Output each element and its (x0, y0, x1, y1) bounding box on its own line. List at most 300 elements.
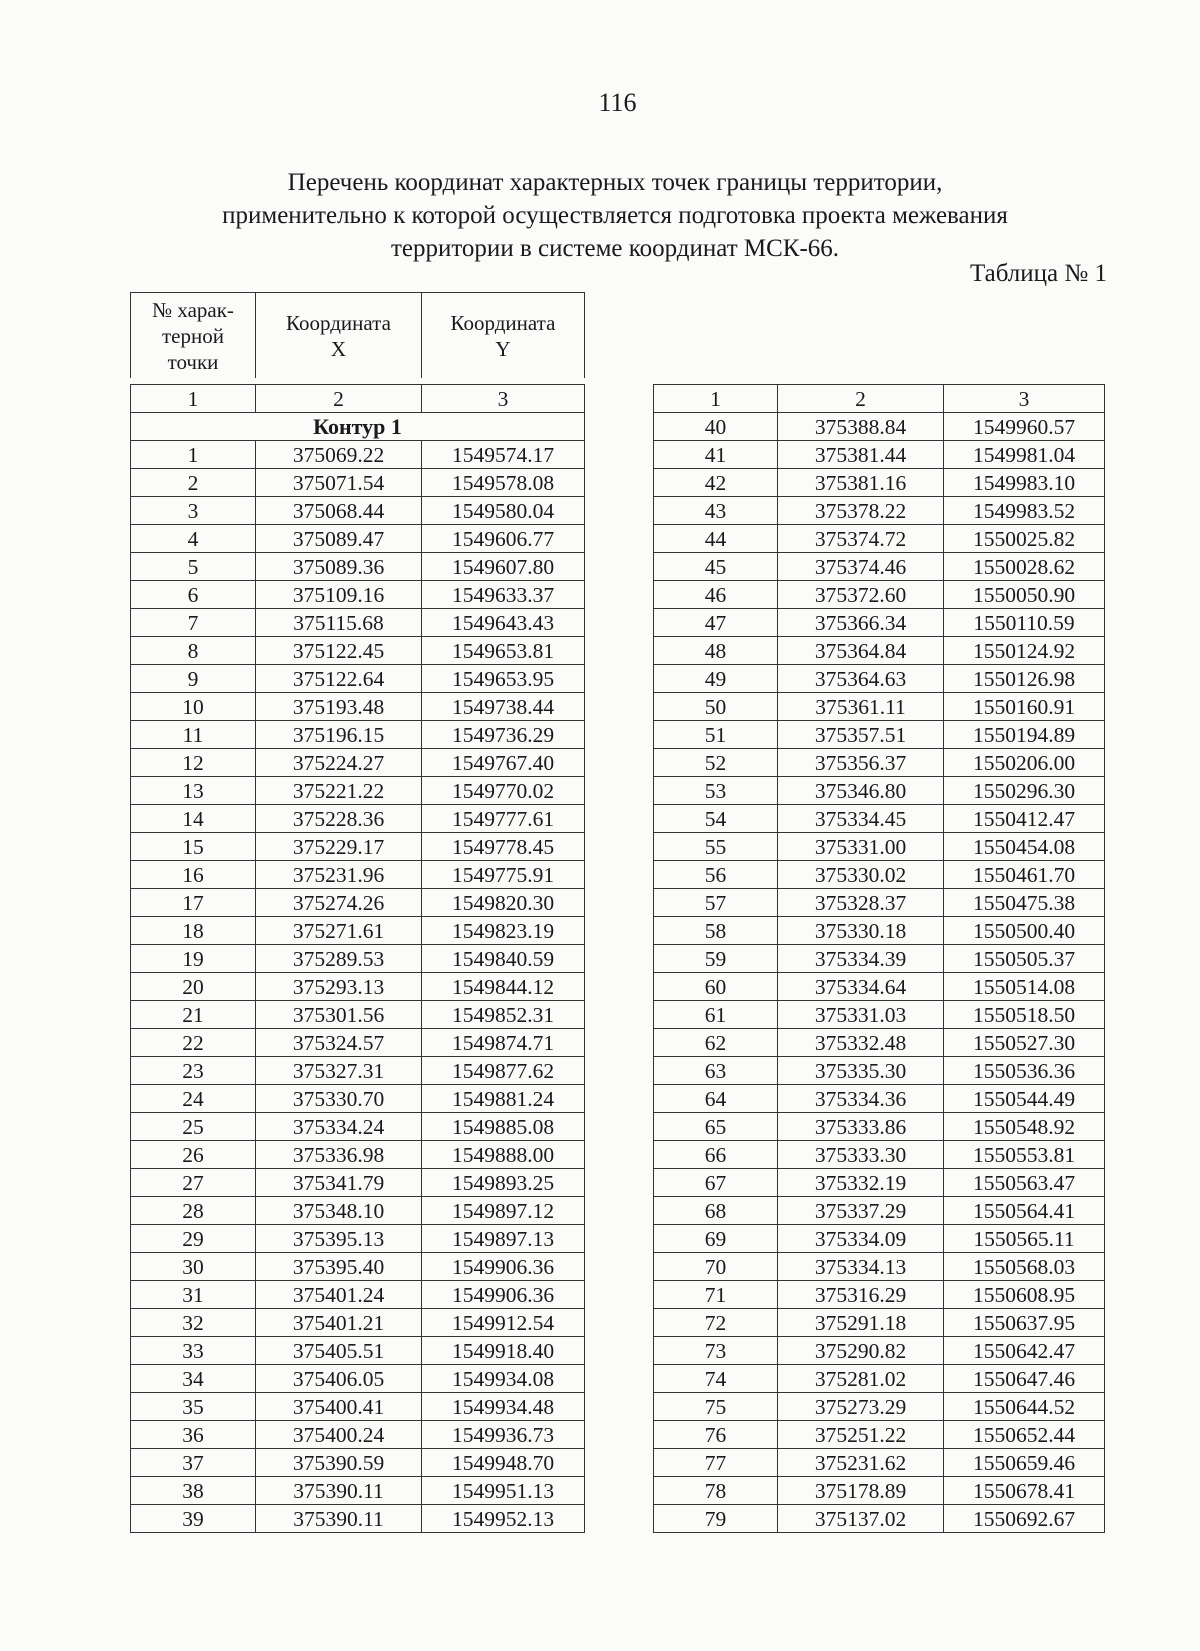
page-number: 116 (598, 88, 637, 117)
coordinates-table-right (653, 384, 1105, 1533)
coordinate-x-cell: 375346.80 (778, 777, 944, 805)
point-number-cell: 47 (654, 609, 778, 637)
table-caption: Таблица № 1 (969, 260, 1107, 287)
table-row (131, 889, 585, 917)
coordinate-y-cell: 1549934.08 (422, 1365, 585, 1393)
point-number-cell: 73 (654, 1337, 778, 1365)
coordinate-y-cell: 1550536.36 (944, 1057, 1105, 1085)
column-number-1: 1 (654, 385, 778, 413)
table-row (654, 1337, 1105, 1365)
point-number-cell: 54 (654, 805, 778, 833)
coordinate-x-cell: 375328.37 (778, 889, 944, 917)
table-row (131, 1449, 585, 1477)
point-number-cell: 9 (131, 665, 256, 693)
table-row (654, 1225, 1105, 1253)
point-number-cell: 38 (131, 1477, 256, 1505)
column-number-row (131, 385, 585, 413)
table-row (131, 637, 585, 665)
coordinate-x-cell: 375334.64 (778, 973, 944, 1001)
coordinate-y-cell: 1549912.54 (422, 1309, 585, 1337)
coordinate-y-cell: 1549951.13 (422, 1477, 585, 1505)
point-number-cell: 58 (654, 917, 778, 945)
coordinate-x-cell: 375332.19 (778, 1169, 944, 1197)
point-number-cell: 18 (131, 917, 256, 945)
table-row (654, 1197, 1105, 1225)
table-row (654, 609, 1105, 637)
table-row (654, 805, 1105, 833)
point-number-cell: 67 (654, 1169, 778, 1197)
coordinate-x-cell: 375301.56 (256, 1001, 422, 1029)
coordinate-y-cell: 1549906.36 (422, 1281, 585, 1309)
table-row (131, 1309, 585, 1337)
coordinate-x-cell: 375401.24 (256, 1281, 422, 1309)
column-number-row (654, 385, 1105, 413)
coordinate-y-cell: 1549606.77 (422, 525, 585, 553)
coordinate-x-cell: 375390.11 (256, 1505, 422, 1533)
coordinate-x-cell: 375331.00 (778, 833, 944, 861)
coordinate-x-cell: 375334.45 (778, 805, 944, 833)
coordinate-y-cell: 1549885.08 (422, 1113, 585, 1141)
coordinate-y-cell: 1549823.19 (422, 917, 585, 945)
coordinate-y-cell: 1550642.47 (944, 1337, 1105, 1365)
table-row (654, 665, 1105, 693)
coordinate-x-cell: 375334.09 (778, 1225, 944, 1253)
coordinate-y-cell: 1549767.40 (422, 749, 585, 777)
point-number-cell: 70 (654, 1253, 778, 1281)
table-row (131, 1057, 585, 1085)
coordinate-y-cell: 1550692.67 (944, 1505, 1105, 1533)
point-number-cell: 72 (654, 1309, 778, 1337)
coordinate-y-cell: 1549888.00 (422, 1141, 585, 1169)
point-number-cell: 44 (654, 525, 778, 553)
coordinate-y-cell: 1549777.61 (422, 805, 585, 833)
column-number-1: 1 (131, 385, 256, 413)
table-row (654, 833, 1105, 861)
coordinate-y-cell: 1550644.52 (944, 1393, 1105, 1421)
coordinate-y-cell: 1549983.52 (944, 497, 1105, 525)
contour-row (131, 413, 585, 441)
coordinate-y-cell: 1550565.11 (944, 1225, 1105, 1253)
point-number-cell: 33 (131, 1337, 256, 1365)
coordinate-y-cell: 1549653.81 (422, 637, 585, 665)
coordinate-x-cell: 375400.41 (256, 1393, 422, 1421)
coordinate-y-cell: 1549574.17 (422, 441, 585, 469)
table-row (131, 1337, 585, 1365)
point-number-cell: 52 (654, 749, 778, 777)
point-number-cell: 31 (131, 1281, 256, 1309)
coordinate-x-cell: 375273.29 (778, 1393, 944, 1421)
point-number-cell: 64 (654, 1085, 778, 1113)
table-row (654, 1141, 1105, 1169)
table-row (131, 1141, 585, 1169)
coordinate-x-cell: 375293.13 (256, 973, 422, 1001)
header-coordinate-y: Координата Y (422, 293, 585, 379)
coordinate-y-cell: 1550564.41 (944, 1197, 1105, 1225)
coordinate-y-cell: 1549897.13 (422, 1225, 585, 1253)
coordinate-x-cell: 375334.36 (778, 1085, 944, 1113)
table-row (131, 721, 585, 749)
table-row (131, 1169, 585, 1197)
coordinate-y-cell: 1550678.41 (944, 1477, 1105, 1505)
coordinate-x-cell: 375330.02 (778, 861, 944, 889)
table-row (654, 1029, 1105, 1057)
coordinate-y-cell: 1549852.31 (422, 1001, 585, 1029)
point-number-cell: 20 (131, 973, 256, 1001)
table-row (654, 469, 1105, 497)
coordinate-x-cell: 375335.30 (778, 1057, 944, 1085)
point-number-cell: 48 (654, 637, 778, 665)
coordinate-y-cell: 1550412.47 (944, 805, 1105, 833)
table-header (130, 292, 585, 378)
coordinate-y-cell: 1549580.04 (422, 497, 585, 525)
coordinate-y-cell: 1549948.70 (422, 1449, 585, 1477)
table-row (131, 861, 585, 889)
coordinate-y-cell: 1550514.08 (944, 973, 1105, 1001)
coordinate-y-cell: 1550461.70 (944, 861, 1105, 889)
coordinate-y-cell: 1549877.62 (422, 1057, 585, 1085)
point-number-cell: 45 (654, 553, 778, 581)
coordinate-x-cell: 375089.47 (256, 525, 422, 553)
table-row (131, 1085, 585, 1113)
table-row (131, 553, 585, 581)
coordinate-y-cell: 1549844.12 (422, 973, 585, 1001)
point-number-cell: 30 (131, 1253, 256, 1281)
header-row (131, 293, 585, 379)
table-row (654, 721, 1105, 749)
coordinate-x-cell: 375291.18 (778, 1309, 944, 1337)
table-row (654, 1281, 1105, 1309)
table-row (654, 1393, 1105, 1421)
point-number-cell: 56 (654, 861, 778, 889)
table-row (131, 1393, 585, 1421)
point-number-cell: 4 (131, 525, 256, 553)
table-row (131, 945, 585, 973)
coordinate-y-cell: 1549578.08 (422, 469, 585, 497)
coordinate-x-cell: 375378.22 (778, 497, 944, 525)
table-row (654, 1113, 1105, 1141)
point-number-cell: 17 (131, 889, 256, 917)
table-row (654, 497, 1105, 525)
table-row (654, 777, 1105, 805)
coordinate-x-cell: 375274.26 (256, 889, 422, 917)
point-number-cell: 61 (654, 1001, 778, 1029)
point-number-cell: 69 (654, 1225, 778, 1253)
coordinate-x-cell: 375334.13 (778, 1253, 944, 1281)
coordinate-y-cell: 1549775.91 (422, 861, 585, 889)
table-row (131, 609, 585, 637)
point-number-cell: 25 (131, 1113, 256, 1141)
coordinate-x-cell: 375364.63 (778, 665, 944, 693)
coordinate-y-cell: 1550126.98 (944, 665, 1105, 693)
coordinate-y-cell: 1550548.92 (944, 1113, 1105, 1141)
coordinate-y-cell: 1549981.04 (944, 441, 1105, 469)
table-row (654, 1449, 1105, 1477)
coordinate-x-cell: 375364.84 (778, 637, 944, 665)
coordinate-y-cell: 1550652.44 (944, 1421, 1105, 1449)
coordinate-x-cell: 375388.84 (778, 413, 944, 441)
coordinate-y-cell: 1550194.89 (944, 721, 1105, 749)
point-number-cell: 68 (654, 1197, 778, 1225)
coordinate-x-cell: 375281.02 (778, 1365, 944, 1393)
coordinate-y-cell: 1550500.40 (944, 917, 1105, 945)
point-number-cell: 16 (131, 861, 256, 889)
table-row (654, 917, 1105, 945)
coordinate-y-cell: 1549936.73 (422, 1421, 585, 1449)
table-row (131, 1113, 585, 1141)
point-number-cell: 28 (131, 1197, 256, 1225)
point-number-cell: 32 (131, 1309, 256, 1337)
point-number-cell: 22 (131, 1029, 256, 1057)
coordinate-y-cell: 1550568.03 (944, 1253, 1105, 1281)
coordinate-x-cell: 375372.60 (778, 581, 944, 609)
table-row (654, 637, 1105, 665)
point-number-cell: 39 (131, 1505, 256, 1533)
table-row (654, 1085, 1105, 1113)
table-row (131, 833, 585, 861)
coordinate-x-cell: 375374.46 (778, 553, 944, 581)
coordinate-y-cell: 1550527.30 (944, 1029, 1105, 1057)
table-row (131, 441, 585, 469)
table-row (654, 1477, 1105, 1505)
coordinate-x-cell: 375115.68 (256, 609, 422, 637)
header-coordinate-x: Координата X (256, 293, 422, 379)
coordinate-y-cell: 1550659.46 (944, 1449, 1105, 1477)
table-row (131, 581, 585, 609)
coordinate-x-cell: 375366.34 (778, 609, 944, 637)
coordinate-y-cell: 1550110.59 (944, 609, 1105, 637)
table-row (131, 1365, 585, 1393)
point-number-cell: 41 (654, 441, 778, 469)
coordinate-x-cell: 375231.96 (256, 861, 422, 889)
coordinate-y-cell: 1549607.80 (422, 553, 585, 581)
point-number-cell: 6 (131, 581, 256, 609)
column-number-2: 2 (778, 385, 944, 413)
coordinate-x-cell: 375390.59 (256, 1449, 422, 1477)
coordinate-x-cell: 375330.18 (778, 917, 944, 945)
column-number-3: 3 (422, 385, 585, 413)
coordinate-x-cell: 375333.30 (778, 1141, 944, 1169)
coordinate-x-cell: 375357.51 (778, 721, 944, 749)
table-row (131, 497, 585, 525)
right-table-body (654, 385, 1105, 1533)
table-row (654, 1001, 1105, 1029)
coordinate-y-cell: 1549881.24 (422, 1085, 585, 1113)
point-number-cell: 57 (654, 889, 778, 917)
coordinate-y-cell: 1550637.95 (944, 1309, 1105, 1337)
coordinate-y-cell: 1550505.37 (944, 945, 1105, 973)
table-row (654, 1253, 1105, 1281)
coordinate-x-cell: 375334.24 (256, 1113, 422, 1141)
coordinate-x-cell: 375331.03 (778, 1001, 944, 1029)
table-row (131, 1253, 585, 1281)
coordinate-x-cell: 375330.70 (256, 1085, 422, 1113)
coordinate-x-cell: 375069.22 (256, 441, 422, 469)
point-number-cell: 34 (131, 1365, 256, 1393)
table-row (131, 1001, 585, 1029)
point-number-cell: 19 (131, 945, 256, 973)
point-number-cell: 5 (131, 553, 256, 581)
left-table-body (131, 385, 585, 1533)
table-row (131, 1197, 585, 1225)
coordinate-x-cell: 375336.98 (256, 1141, 422, 1169)
coordinate-x-cell: 375332.48 (778, 1029, 944, 1057)
coordinate-y-cell: 1550124.92 (944, 637, 1105, 665)
point-number-cell: 1 (131, 441, 256, 469)
coordinate-y-cell: 1549653.95 (422, 665, 585, 693)
table-row (654, 1421, 1105, 1449)
point-number-cell: 53 (654, 777, 778, 805)
point-number-cell: 49 (654, 665, 778, 693)
document-title (120, 166, 1110, 265)
coordinate-y-cell: 1550518.50 (944, 1001, 1105, 1029)
coordinate-x-cell: 375334.39 (778, 945, 944, 973)
coordinate-x-cell: 375401.21 (256, 1309, 422, 1337)
table-row (131, 749, 585, 777)
table-row (654, 889, 1105, 917)
coordinate-y-cell: 1550544.49 (944, 1085, 1105, 1113)
point-number-cell: 50 (654, 693, 778, 721)
point-number-cell: 10 (131, 693, 256, 721)
coordinate-y-cell: 1550553.81 (944, 1141, 1105, 1169)
coordinate-y-cell: 1549952.13 (422, 1505, 585, 1533)
point-number-cell: 37 (131, 1449, 256, 1477)
coordinate-x-cell: 375324.57 (256, 1029, 422, 1057)
coordinate-x-cell: 375400.24 (256, 1421, 422, 1449)
coordinate-y-cell: 1550475.38 (944, 889, 1105, 917)
coordinate-x-cell: 375196.15 (256, 721, 422, 749)
point-number-cell: 36 (131, 1421, 256, 1449)
point-number-cell: 63 (654, 1057, 778, 1085)
table-row (131, 973, 585, 1001)
coordinate-y-cell: 1550296.30 (944, 777, 1105, 805)
coordinate-y-cell: 1549643.43 (422, 609, 585, 637)
point-number-cell: 3 (131, 497, 256, 525)
coordinate-y-cell: 1550028.62 (944, 553, 1105, 581)
coordinate-y-cell: 1549893.25 (422, 1169, 585, 1197)
coordinate-y-cell: 1550206.00 (944, 749, 1105, 777)
coordinate-x-cell: 375289.53 (256, 945, 422, 973)
point-number-cell: 11 (131, 721, 256, 749)
coordinate-x-cell: 375395.13 (256, 1225, 422, 1253)
coordinate-x-cell: 375356.37 (778, 749, 944, 777)
coordinate-y-cell: 1549983.10 (944, 469, 1105, 497)
point-number-cell: 7 (131, 609, 256, 637)
table-row (654, 581, 1105, 609)
coordinate-x-cell: 375137.02 (778, 1505, 944, 1533)
point-number-cell: 12 (131, 749, 256, 777)
table-row (654, 553, 1105, 581)
coordinate-y-cell: 1549778.45 (422, 833, 585, 861)
coordinate-y-cell: 1549770.02 (422, 777, 585, 805)
header-point-number: № харак- терной точки (131, 293, 256, 379)
coordinate-y-cell: 1549897.12 (422, 1197, 585, 1225)
coordinate-y-cell: 1550454.08 (944, 833, 1105, 861)
coordinate-x-cell: 375381.16 (778, 469, 944, 497)
point-number-cell: 75 (654, 1393, 778, 1421)
table-row (654, 1057, 1105, 1085)
coordinate-x-cell: 375109.16 (256, 581, 422, 609)
coordinate-x-cell: 375405.51 (256, 1337, 422, 1365)
coordinate-y-cell: 1549960.57 (944, 413, 1105, 441)
coordinate-x-cell: 375327.31 (256, 1057, 422, 1085)
coordinate-x-cell: 375271.61 (256, 917, 422, 945)
coordinate-x-cell: 375381.44 (778, 441, 944, 469)
coordinates-table-left (130, 384, 585, 1533)
point-number-cell: 79 (654, 1505, 778, 1533)
coordinate-y-cell: 1549874.71 (422, 1029, 585, 1057)
table-row (654, 413, 1105, 441)
table-row (131, 917, 585, 945)
coordinate-x-cell: 375406.05 (256, 1365, 422, 1393)
coordinate-x-cell: 375390.11 (256, 1477, 422, 1505)
coordinate-y-cell: 1550563.47 (944, 1169, 1105, 1197)
coordinate-x-cell: 375122.45 (256, 637, 422, 665)
coordinate-x-cell: 375178.89 (778, 1477, 944, 1505)
table-row (131, 693, 585, 721)
coordinate-x-cell: 375193.48 (256, 693, 422, 721)
title-line-2: применительно к которой осуществляется подготовка проекта межевания (222, 202, 1008, 229)
point-number-cell: 59 (654, 945, 778, 973)
coordinate-y-cell: 1550050.90 (944, 581, 1105, 609)
table-row (654, 1169, 1105, 1197)
coordinate-y-cell: 1550647.46 (944, 1365, 1105, 1393)
point-number-cell: 51 (654, 721, 778, 749)
point-number-cell: 77 (654, 1449, 778, 1477)
point-number-cell: 55 (654, 833, 778, 861)
coordinate-x-cell: 375348.10 (256, 1197, 422, 1225)
coordinate-x-cell: 375341.79 (256, 1169, 422, 1197)
coordinate-y-cell: 1549906.36 (422, 1253, 585, 1281)
point-number-cell: 13 (131, 777, 256, 805)
point-number-cell: 2 (131, 469, 256, 497)
coordinate-x-cell: 375395.40 (256, 1253, 422, 1281)
table-row (131, 469, 585, 497)
point-number-cell: 14 (131, 805, 256, 833)
coordinate-x-cell: 375071.54 (256, 469, 422, 497)
table-row (654, 1505, 1105, 1533)
point-number-cell: 46 (654, 581, 778, 609)
coordinate-x-cell: 375333.86 (778, 1113, 944, 1141)
point-number-cell: 62 (654, 1029, 778, 1057)
point-number-cell: 76 (654, 1421, 778, 1449)
coordinate-y-cell: 1549840.59 (422, 945, 585, 973)
point-number-cell: 65 (654, 1113, 778, 1141)
point-number-cell: 42 (654, 469, 778, 497)
table-row (654, 1365, 1105, 1393)
coordinate-x-cell: 375231.62 (778, 1449, 944, 1477)
coordinate-x-cell: 375374.72 (778, 525, 944, 553)
point-number-cell: 35 (131, 1393, 256, 1421)
coordinate-y-cell: 1549633.37 (422, 581, 585, 609)
point-number-cell: 29 (131, 1225, 256, 1253)
coordinate-y-cell: 1550160.91 (944, 693, 1105, 721)
column-number-3: 3 (944, 385, 1105, 413)
coordinate-y-cell: 1549918.40 (422, 1337, 585, 1365)
point-number-cell: 40 (654, 413, 778, 441)
table-row (131, 1029, 585, 1057)
table-row (131, 1281, 585, 1309)
coordinate-x-cell: 375089.36 (256, 553, 422, 581)
point-number-cell: 21 (131, 1001, 256, 1029)
point-number-cell: 60 (654, 973, 778, 1001)
coordinate-y-cell: 1549820.30 (422, 889, 585, 917)
point-number-cell: 23 (131, 1057, 256, 1085)
table-row (131, 1505, 585, 1533)
coordinate-x-cell: 375122.64 (256, 665, 422, 693)
table-row (654, 1309, 1105, 1337)
point-number-cell: 15 (131, 833, 256, 861)
coordinate-y-cell: 1550025.82 (944, 525, 1105, 553)
